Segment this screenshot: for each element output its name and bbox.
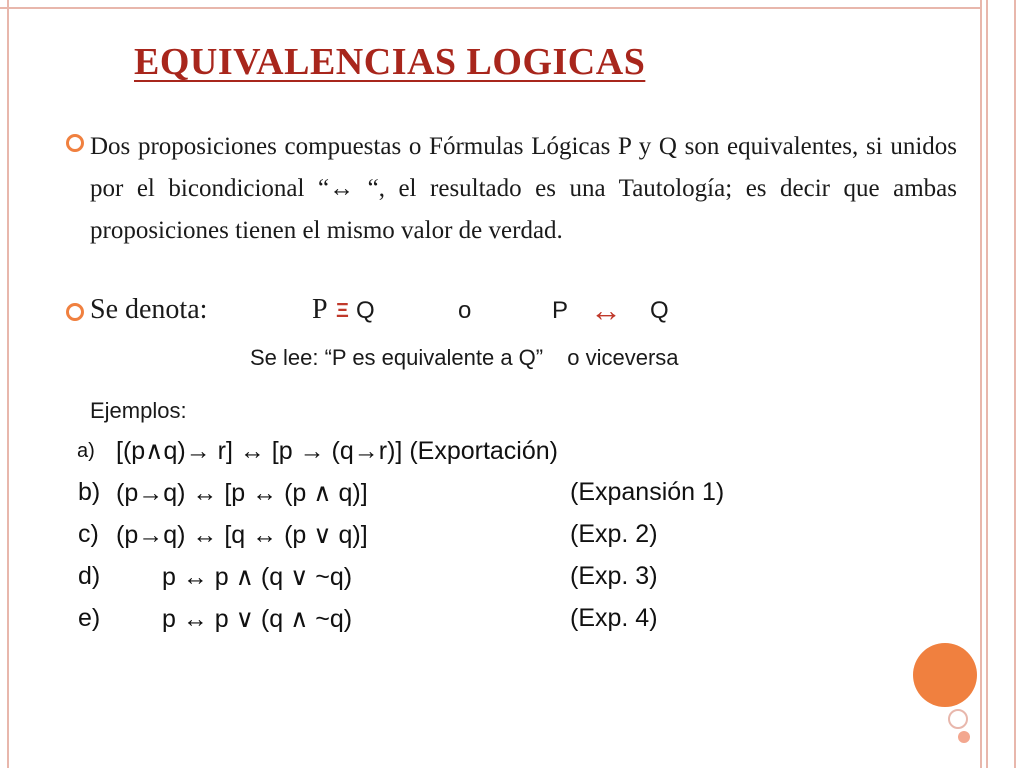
example-letter: d) — [78, 562, 101, 590]
right-border-inner-line — [986, 0, 988, 768]
top-border-line — [0, 7, 1024, 9]
example-formula: p ↔ p ∧ (q ∨ ~q) — [162, 563, 353, 591]
example-letter: a) — [77, 440, 95, 462]
reading-line — [250, 345, 679, 371]
example-formula: (p→q) ↔ [q ↔ (p ∨ q)] — [116, 521, 368, 549]
example-law-name: (Expansión 1) — [570, 478, 725, 506]
viceversa-text: o viceversa — [567, 345, 679, 370]
definition-paragraph: Dos proposiciones compuestas o Fórmulas Lógicas P y Q son equivalentes, si unidos por el bicondicional “↔ “, el resultado es una Tautología; es decir que ambas proposiciones tienen el mismo valor de verdad. — [90, 133, 957, 244]
denota-o: o — [458, 297, 472, 324]
examples-label: Ejemplos: — [90, 398, 187, 423]
bullet-ring-icon — [66, 303, 84, 321]
denota-p-second: P — [552, 297, 569, 324]
bullet-ring-icon — [66, 134, 84, 152]
example-letter: e) — [78, 604, 101, 632]
denota-label: Se denota: — [90, 294, 208, 325]
example-formula: p ↔ p ∨ (q ∧ ~q) — [162, 605, 353, 633]
right-border-outer-line — [1014, 0, 1016, 768]
denota-p: P — [312, 294, 328, 325]
denota-q: Q — [356, 297, 375, 324]
decorative-orange-circle — [913, 643, 977, 707]
decorative-ring-circle — [948, 709, 968, 729]
example-letter: b) — [78, 478, 101, 506]
se-lee-text: Se lee: “P es equivalente a Q” — [250, 345, 544, 370]
example-law-name: (Exp. 2) — [570, 520, 658, 548]
example-law-name: (Exp. 4) — [570, 604, 658, 632]
example-formula: [(p∧q)→ r] ↔ [p → (q→r)] (Exportación) — [116, 437, 558, 465]
example-law-name: (Exp. 3) — [570, 562, 658, 590]
example-formula: (p→q) ↔ [p ↔ (p ∧ q)] — [116, 479, 368, 507]
biconditional-arrow-icon: ↔ — [590, 292, 622, 328]
slide-title: EQUIVALENCIAS LOGICAS — [134, 41, 646, 83]
left-border-line — [7, 0, 9, 768]
decorative-small-circle — [958, 731, 970, 743]
equivalence-symbol: Ξ — [336, 300, 349, 322]
denota-q-second: Q — [650, 297, 669, 324]
example-letter: c) — [78, 520, 99, 548]
